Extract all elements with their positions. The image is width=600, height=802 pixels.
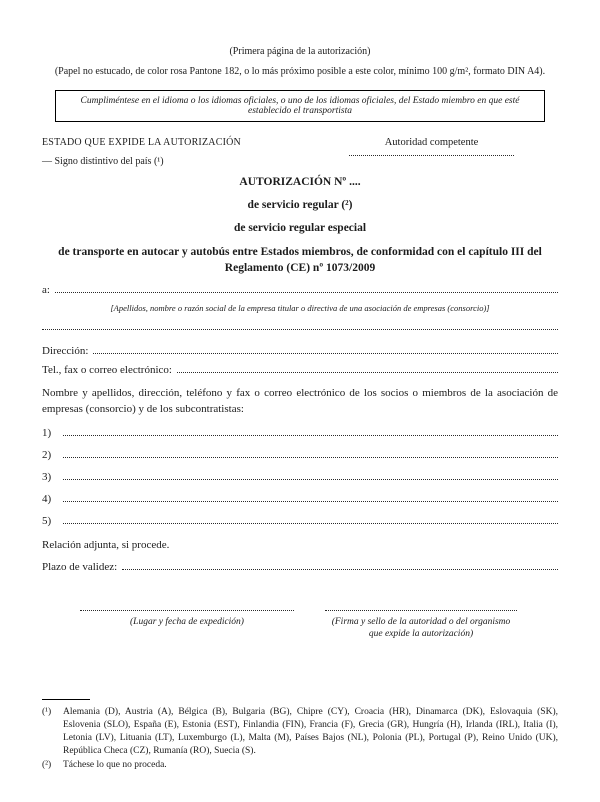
dotted-fill-line — [93, 352, 558, 354]
member-line-1-label: 1) — [42, 426, 52, 439]
recipient-note: [Apellidos, nombre o razón social de la empresa titular o directiva de una asociación de empresas (consorcio)] — [110, 303, 490, 314]
place-date-block — [80, 610, 294, 641]
address-field — [42, 345, 558, 357]
dotted-fill-line — [55, 291, 558, 293]
dotted-fill-line — [63, 522, 558, 524]
member-line-4 — [42, 493, 558, 505]
member-line-3 — [42, 471, 558, 483]
issuer-left-column — [42, 137, 241, 167]
place-date-caption: (Lugar y fecha de expedición) — [130, 616, 244, 627]
address-label: Dirección: — [42, 345, 89, 358]
issuer-section — [42, 137, 558, 167]
member-line-2-label: 2) — [42, 448, 52, 461]
authority-signature-block — [325, 610, 517, 641]
dotted-fill-line — [42, 329, 558, 330]
member-line-5 — [42, 515, 558, 527]
dotted-fill-line — [63, 434, 558, 436]
footnote-2-text: Táchese lo que no proceda. — [63, 759, 167, 770]
footnote-1-marker: (¹) — [42, 706, 52, 717]
language-instruction-box: Cumpliméntese en el idioma o los idiomas oficiales, o uno de los idiomas oficiales, del Estado miembro en que esté establecido el transportista — [55, 90, 545, 122]
authority-signature-fill-line — [325, 610, 517, 611]
footnote-strike-out — [42, 759, 558, 772]
competent-authority-fill-line — [349, 155, 514, 156]
footnote-country-codes — [42, 706, 558, 759]
contact-label: Tel., fax o correo electrónico: — [42, 364, 172, 377]
transport-description-title: de transporte en autocar y autobús entre Estados miembros, de conformidad con el capítulo III del Reglamento (CE) nº 1073/2009 — [58, 246, 542, 274]
paper-spec-note: (Papel no estucado, de color rosa Pantone 182, o lo más próximo posible a este color, mínimo 100 g/m², formato DIN A4). — [54, 66, 546, 77]
authority-signature-caption: (Firma y sello de la autoridad o del organismo que expide la autorización) — [331, 616, 511, 640]
validity-field — [42, 561, 558, 573]
footnote-2-marker: (²) — [42, 759, 52, 770]
signature-section — [42, 610, 558, 641]
dotted-fill-line — [63, 500, 558, 502]
recipient-field — [42, 284, 558, 296]
first-page-note: (Primera página de la autorización) — [229, 46, 371, 57]
authorization-number-title: AUTORIZACIÓN Nº .... — [239, 176, 361, 188]
competent-authority-label: Autoridad competente — [384, 137, 479, 148]
member-line-4-label: 4) — [42, 492, 52, 505]
dotted-fill-line — [63, 456, 558, 458]
contact-field — [42, 364, 558, 376]
dotted-fill-line — [63, 478, 558, 480]
member-line-2 — [42, 449, 558, 461]
recipient-label: a: — [42, 284, 50, 297]
footnotes-section — [42, 699, 558, 772]
competent-authority-column — [349, 137, 514, 167]
footnote-divider-rule — [42, 699, 90, 700]
footnote-1-text: Alemania (D), Austria (A), Bélgica (B), Bulgaria (BG), Chipre (CY), Croacia (HR), Dinamarca (DK), Eslovaquia (SK), Eslovenia (SLO), España (E), Estonia (EST), Finlandia (FIN), Francia (F), Grecia (GR), Hungría (H), Irlanda (IRL), Italia (I), Letonia (LV), Lituania (LT), Luxemburgo (L), Malta (M), Países Bajos (NL), Polonia (PL), Portugal (P), Reino Unido (UK), República Checa (CZ), Rumanía (RO), Suecia (S). — [63, 706, 558, 757]
member-line-3-label: 3) — [42, 470, 52, 483]
members-intro-paragraph: Nombre y apellidos, dirección, teléfono y fax o correo electrónico de los socios o miembros de la asociación de empresas (consorcio) y de los subcontratistas: — [42, 387, 558, 415]
member-line-5-label: 5) — [42, 514, 52, 527]
validity-label: Plazo de validez: — [42, 560, 118, 573]
regular-service-title: de servicio regular (²) — [247, 199, 353, 211]
dotted-fill-line — [122, 568, 558, 570]
issuing-state-label: ESTADO QUE EXPIDE LA AUTORIZACIÓN — [42, 137, 241, 148]
member-line-1 — [42, 427, 558, 439]
special-regular-service-title: de servicio regular especial — [233, 222, 367, 234]
dotted-fill-line — [177, 371, 558, 373]
place-date-fill-line — [80, 610, 294, 611]
attachment-note: Relación adjunta, si procede. — [42, 538, 170, 551]
title-block — [42, 176, 558, 284]
country-sign-label: — Signo distintivo del país (¹) — [42, 156, 164, 167]
